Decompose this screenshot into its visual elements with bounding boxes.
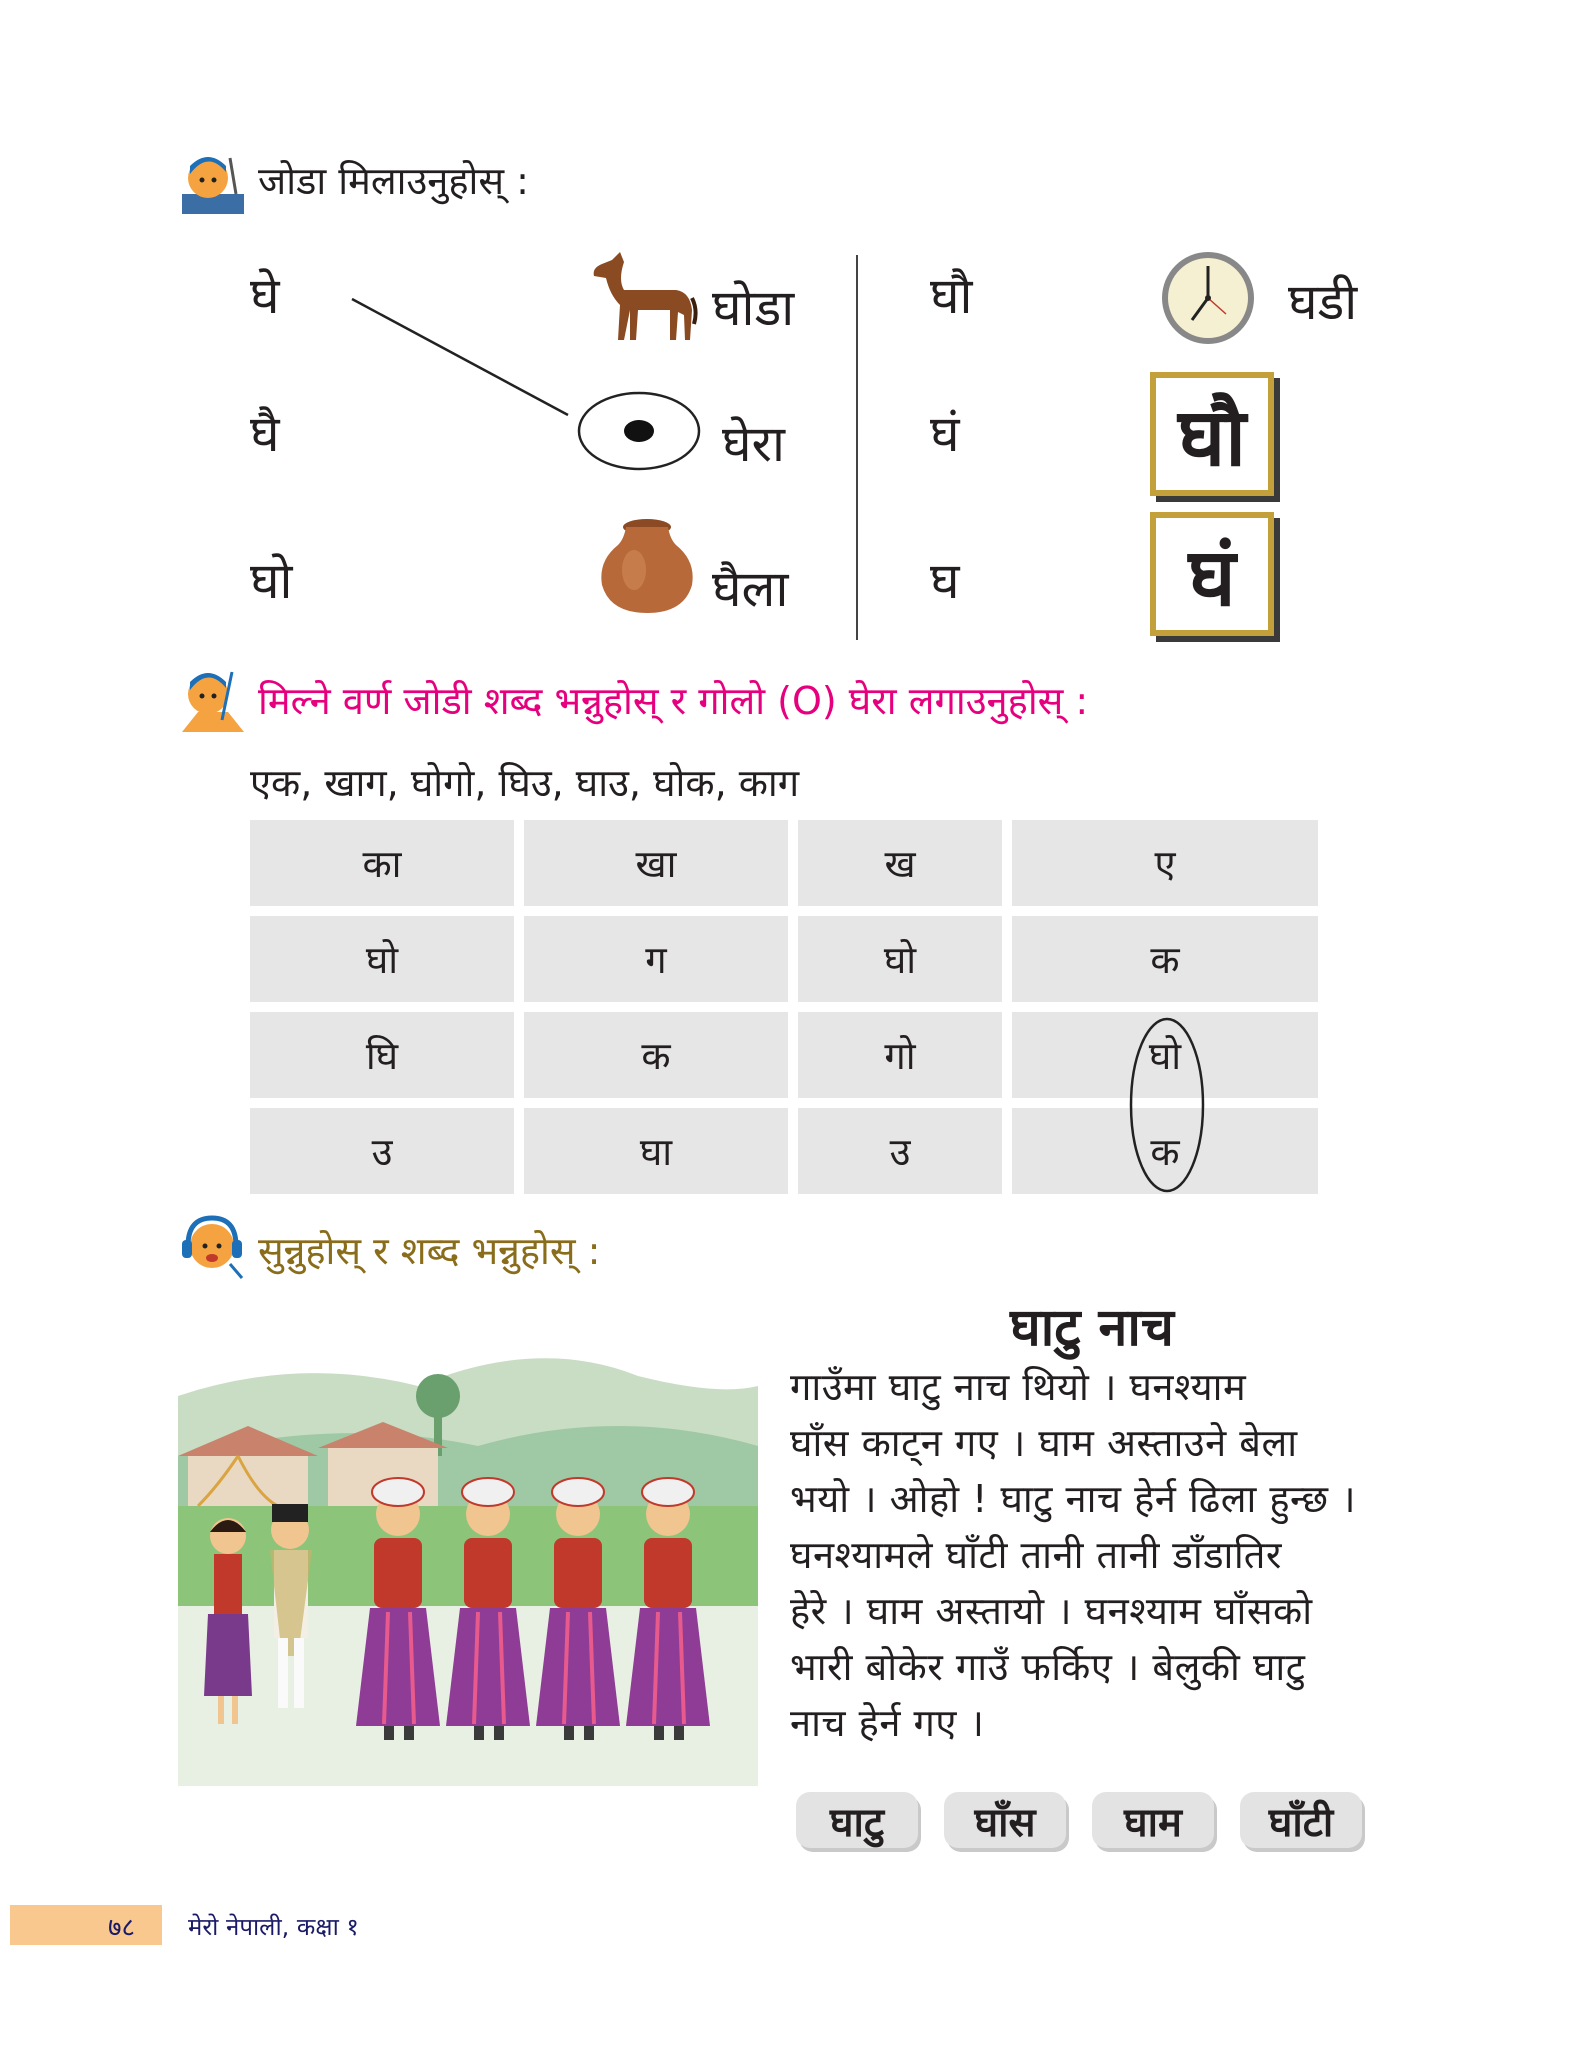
table-cell: घो (250, 916, 514, 1002)
clock-image (1160, 250, 1256, 346)
story-title: घाटु नाच (1010, 1298, 1174, 1358)
pot-image (596, 515, 698, 617)
table-cell: घा (524, 1108, 788, 1194)
writing-child-icon (178, 148, 248, 218)
table-cell: क (1012, 1108, 1318, 1194)
story-line: नाच हेर्न गए । (790, 1701, 985, 1745)
right-syllable: घौ (930, 267, 973, 325)
story-line: घाँस काट्न गए । घाम अस्ताउने बेला (790, 1421, 1298, 1465)
match-line (350, 295, 570, 420)
word-clock: घडी (1288, 273, 1358, 331)
table-cell: क (1012, 916, 1318, 1002)
table-cell: घो (798, 916, 1002, 1002)
table-cell: उ (250, 1108, 514, 1194)
horse-image (590, 250, 700, 345)
page-number: ७८ (108, 1913, 136, 1943)
word-ring: घेरा (722, 415, 785, 473)
table-cell: उ (798, 1108, 1002, 1194)
left-syllable: घे (250, 267, 280, 325)
answer-circle (1126, 1014, 1208, 1196)
left-syllable: घै (250, 405, 280, 463)
section-match-pairs (0, 0, 1583, 650)
table-cell: ए (1012, 820, 1318, 906)
word-chip: घाम (1092, 1792, 1214, 1848)
table-cell: गो (798, 1012, 1002, 1098)
word-list: एक, खाग, घोगो, घिउ, घाउ, घोक, काग (250, 761, 800, 805)
word-chip: घाँस (944, 1792, 1066, 1848)
headphones-child-icon (178, 1212, 248, 1282)
story-line: भारी बोकेर गाउँ फर्किए । बेलुकी घाटु (790, 1645, 1306, 1689)
story-text (790, 1360, 1430, 1752)
letter-card: घौ (1150, 372, 1274, 496)
word-pot: घैला (712, 560, 789, 618)
section-circle-pairs (0, 660, 1583, 1190)
listen-heading: सुन्नुहोस् र शब्द भन्नुहोस् : (258, 1229, 601, 1273)
section-listen-say (0, 1210, 1583, 1860)
book-title: मेरो नेपाली, कक्षा १ (188, 1913, 359, 1941)
child-with-pencil-icon (178, 666, 248, 736)
story-line: भयो । ओहो ! घाटु नाच हेर्न ढिला हुन्छ । (790, 1477, 1357, 1521)
table-cell: का (250, 820, 514, 906)
table-cell: ग (524, 916, 788, 1002)
dance-illustration (178, 1336, 758, 1786)
column-divider (856, 255, 858, 640)
word-horse: घोडा (712, 279, 795, 337)
table-cell: खा (524, 820, 788, 906)
story-line: गाउँमा घाटु नाच थियो । घनश्याम (790, 1365, 1247, 1409)
letter-card: घं (1150, 512, 1274, 636)
ring-image (576, 390, 702, 472)
circle-heading: मिल्ने वर्ण जोडी शब्द भन्नुहोस् र गोलो (O) घेरा लगाउनुहोस् : (258, 679, 1089, 723)
page-number-band (10, 1905, 162, 1945)
match-heading: जोडा मिलाउनुहोस् : (258, 159, 529, 203)
word-chip: घाँटी (1240, 1792, 1362, 1848)
story-line: हेरे । घाम अस्तायो । घनश्याम घाँसको (790, 1589, 1313, 1633)
right-syllable: घं (930, 405, 960, 463)
word-chip: घाटु (796, 1792, 918, 1848)
story-line: घनश्यामले घाँटी तानी तानी डाँडातिर (790, 1533, 1282, 1577)
left-syllable: घो (250, 552, 293, 610)
table-cell: ख (798, 820, 1002, 906)
right-syllable: घ (930, 552, 960, 610)
table-cell: क (524, 1012, 788, 1098)
table-cell: घि (250, 1012, 514, 1098)
table-cell: घो (1012, 1012, 1318, 1098)
